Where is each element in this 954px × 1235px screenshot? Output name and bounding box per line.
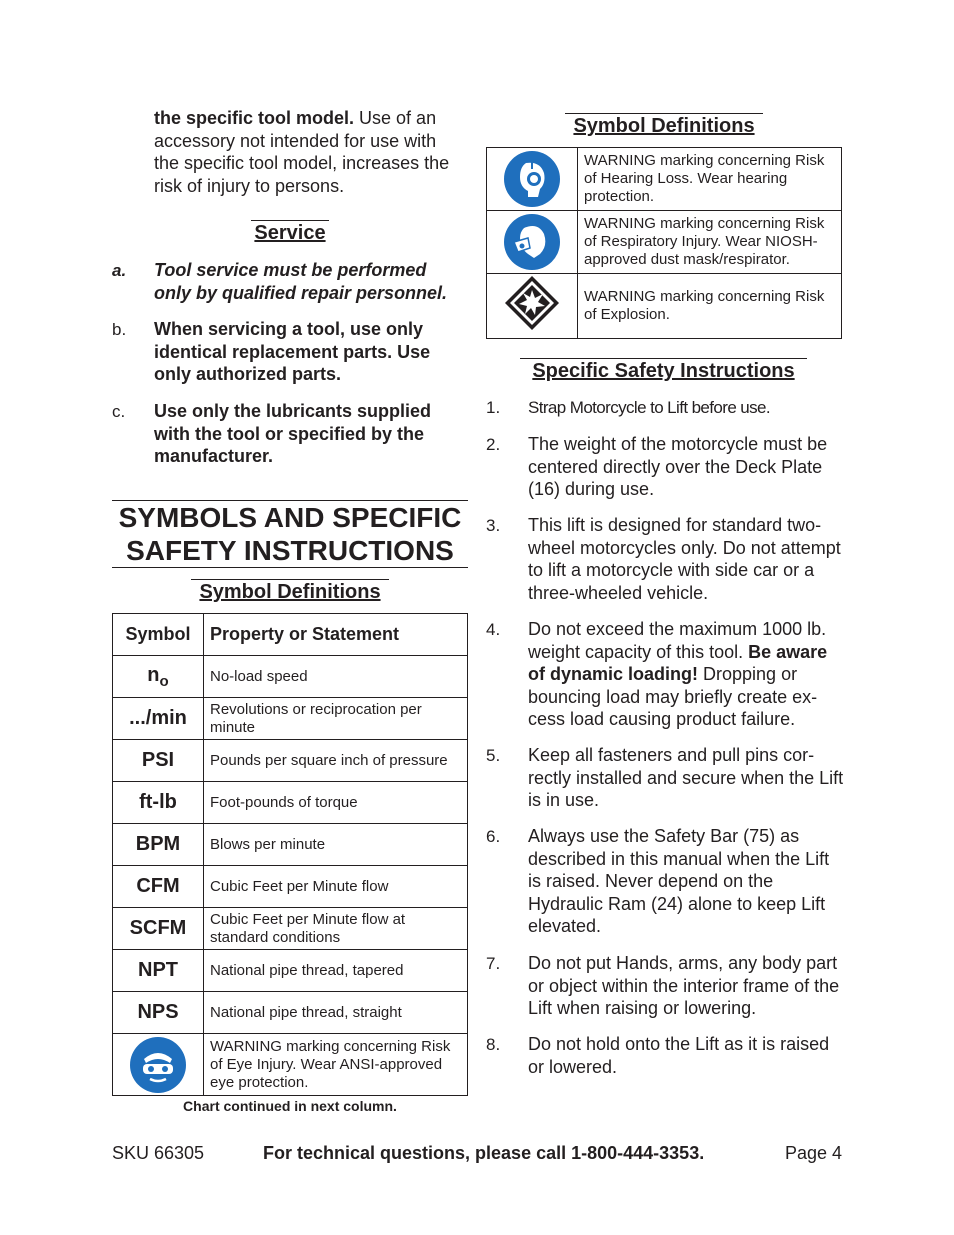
description-cell: National pipe thread, tapered: [204, 950, 468, 992]
safety-item-text: Do not hold onto the Lift as it is raised or lowered.: [528, 1034, 830, 1077]
table-row: [113, 1034, 468, 1096]
table-row: [487, 274, 842, 339]
table-row: [113, 698, 468, 740]
service-item-a-text: Tool service must be performed only by qualified repair personnel.: [154, 260, 448, 303]
table-row: [113, 950, 468, 992]
description-cell: WARNING marking concerning Risk of Explosion.: [578, 274, 842, 339]
item-number: 2.: [486, 435, 501, 454]
section-title-line1: SYMBOLS AND SPECIFIC: [118, 502, 462, 533]
hearing-protection-icon: [504, 151, 560, 207]
col-property-header: Property or Statement: [204, 614, 468, 656]
section-title-line2: SAFETY INSTRUCTIONS: [126, 535, 454, 566]
safety-item-text: Always use the Safety Bar (75) as described in this manual when the Lift is raised. Never depend on the Hydraulic Ram (24) alone to keep Lift elevated.: [528, 826, 830, 936]
item-number: 1.: [486, 398, 501, 417]
chart-continued-note: Chart continued in next column.: [183, 1098, 397, 1114]
symbol-cell: .../min: [113, 698, 204, 740]
description-cell: Revolutions or reciprocation per minute: [204, 698, 468, 740]
table-row: [113, 992, 468, 1034]
table-row: [113, 740, 468, 782]
description-cell: WARNING marking concerning Risk of Hearing Loss. Wear hearing protection.: [578, 148, 842, 211]
item-number: 6.: [486, 827, 501, 846]
table-row: [113, 908, 468, 950]
symbol-cell: NPS: [113, 992, 204, 1034]
description-cell: WARNING marking concerning Risk of Eye Injury. Wear ANSI-approved eye protection.: [204, 1034, 468, 1096]
table-row: [113, 866, 468, 908]
explosion-icon: [503, 274, 561, 338]
table-row: [113, 656, 468, 698]
safety-item-text: Strap Motorcycle to Lift before use.: [528, 398, 771, 417]
tech-support-phone: For technical questions, please call 1-800-444-3353.: [263, 1143, 705, 1163]
symbol-cell: BPM: [113, 824, 204, 866]
service-item-b-label: b.: [112, 320, 127, 339]
safety-item-text: [528, 618, 842, 731]
symbol-cell: ft-lb: [113, 782, 204, 824]
safety-item-4-part1: Do not exceed the maximum 1000 lb. weight capacity of this tool.: [528, 619, 827, 662]
safety-item-text: The weight of the motorcycle must be centered directly over the Deck Plate (16) during use.: [528, 434, 828, 499]
symbol-cell: CFM: [113, 866, 204, 908]
symbol-text: n: [147, 663, 160, 686]
item-number: 3.: [486, 516, 501, 535]
description-cell: Pounds per square inch of pressure: [204, 740, 468, 782]
safety-item-4-bold: Be aware of dynamic loading!: [528, 641, 828, 684]
description-cell: Foot-pounds of torque: [204, 782, 468, 824]
item-number: 4.: [486, 620, 501, 639]
respirator-icon: [504, 214, 560, 270]
description-cell: Cubic Feet per Minute flow at standard conditions: [204, 908, 468, 950]
intro-rest: Use of an accessory not intended for use with the specific tool model, increases the risk of injury to persons.: [154, 108, 450, 196]
description-cell: No-load speed: [204, 656, 468, 698]
intro-paragraph: [154, 107, 466, 197]
symbol-cell: NPT: [113, 950, 204, 992]
left-symbol-definitions-heading: Symbol Definitions: [191, 579, 389, 604]
service-item-c-label: c.: [112, 402, 126, 421]
symbol-cell: [487, 148, 578, 211]
symbol-cell: PSI: [113, 740, 204, 782]
symbol-cell: [487, 274, 578, 339]
intro-bold: the specific tool model.: [154, 108, 355, 128]
service-item-b-text: When servicing a tool, use only identical replacement parts. Use only authorized parts.: [154, 319, 431, 384]
symbol-cell: SCFM: [113, 908, 204, 950]
col-symbol-header: Symbol: [113, 614, 204, 656]
sku-number: SKU 66305: [112, 1143, 205, 1163]
safety-item-4-part2: Dropping or bouncing load may briefly create ex-cess load causing product failure.: [528, 664, 818, 729]
table-row: [487, 211, 842, 274]
symbol-cell: [113, 1034, 204, 1096]
right-symbol-table: [486, 147, 842, 339]
item-number: 7.: [486, 954, 501, 973]
table-row: [113, 782, 468, 824]
table-row: [113, 824, 468, 866]
description-cell: WARNING marking concerning Risk of Respiratory Injury. Wear NIOSH-approved dust mask/respirator.: [578, 211, 842, 274]
table-row: [487, 148, 842, 211]
right-symbol-definitions-heading: Symbol Definitions: [565, 113, 763, 138]
left-symbol-table: [112, 613, 468, 1096]
table-header-row: [113, 614, 468, 656]
section-title: [112, 500, 468, 568]
service-item-c-text: Use only the lubricants supplied with the tool or specified by the manufacturer.: [154, 401, 432, 466]
symbol-cell: [113, 656, 204, 698]
service-item-a-label: a.: [112, 261, 127, 280]
symbol-cell: [487, 211, 578, 274]
description-cell: Cubic Feet per Minute flow: [204, 866, 468, 908]
service-heading: Service: [251, 220, 329, 245]
symbol-subscript: o: [159, 672, 169, 690]
safety-item-text: Keep all fasteners and pull pins cor-rectly installed and secure when the Lift is in use.: [528, 745, 844, 810]
description-cell: National pipe thread, straight: [204, 992, 468, 1034]
description-cell: Blows per minute: [204, 824, 468, 866]
specific-safety-heading: Specific Safety Instructions: [520, 358, 807, 383]
safety-item-text: This lift is designed for standard two-wheel motorcycles only. Do not attempt to lift a motorcycle with side car or a three-wheeled vehicle.: [528, 515, 841, 603]
eye-protection-icon: [130, 1037, 186, 1093]
page-number: Page 4: [784, 1143, 842, 1163]
safety-item-text: Do not put Hands, arms, any body part or object within the interior frame of the Lift when raising or lowering.: [528, 953, 840, 1018]
item-number: 8.: [486, 1035, 501, 1054]
item-number: 5.: [486, 746, 501, 765]
